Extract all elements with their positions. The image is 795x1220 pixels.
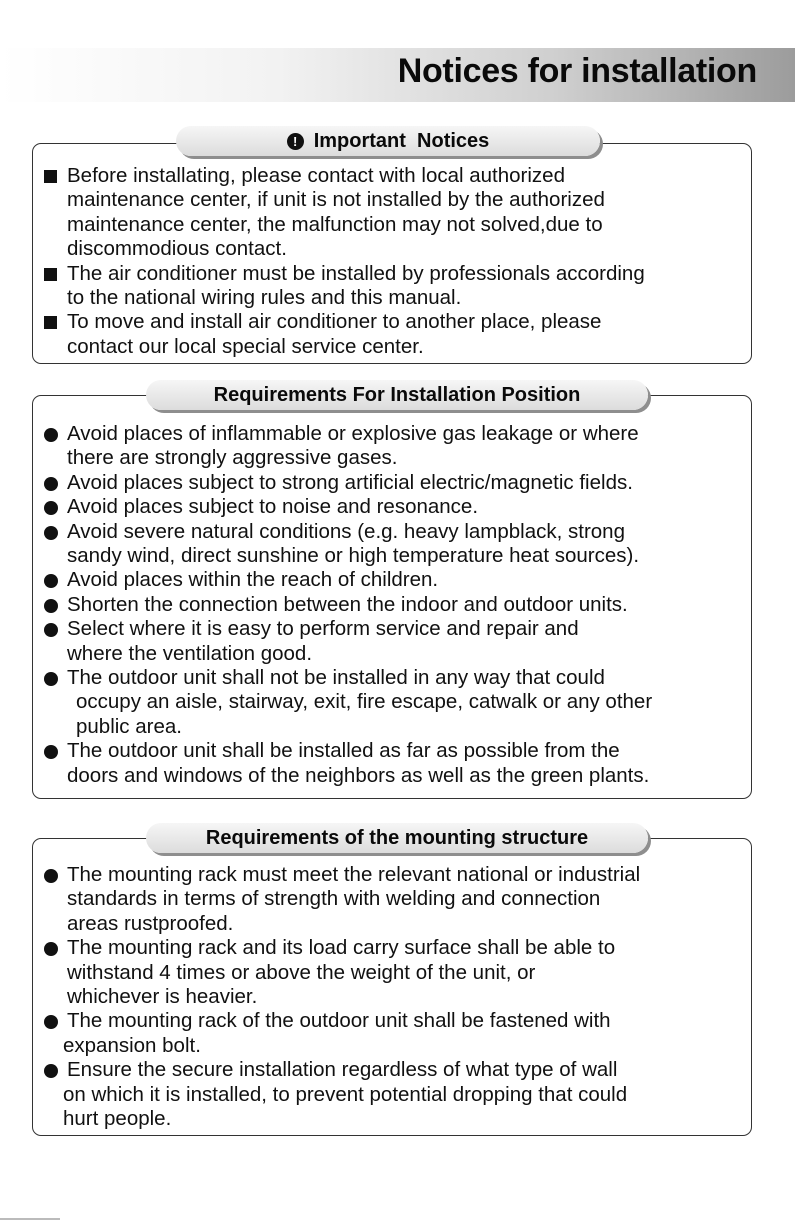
dot-bullet-icon bbox=[44, 526, 58, 540]
list-item: Avoid places subject to noise and resonance. bbox=[43, 495, 745, 519]
dot-bullet-icon bbox=[44, 869, 58, 883]
list-item: Select where it is easy to perform service and repair and where the ventilation good. bbox=[43, 617, 745, 666]
list-item: The air conditioner must be installed by professionals according to the national wiring rules and this manual. bbox=[43, 262, 745, 311]
list-item: Shorten the connection between the indoor and outdoor units. bbox=[43, 593, 745, 617]
dot-bullet-icon bbox=[44, 501, 58, 515]
dot-bullet-icon bbox=[44, 942, 58, 956]
installation-position-title: Requirements For Installation Position bbox=[146, 380, 648, 410]
mounting-structure-title: Requirements of the mounting structure bbox=[146, 823, 648, 853]
list-item: Ensure the secure installation regardless of what type of wall on which it is installed, to prevent potential dropping that could hurt people. bbox=[43, 1058, 745, 1131]
list-item: To move and install air conditioner to another place, please contact our local special service center. bbox=[43, 310, 745, 359]
dot-bullet-icon bbox=[44, 428, 58, 442]
dot-bullet-icon bbox=[44, 574, 58, 588]
important-notices-title: ! Important Notices bbox=[176, 126, 600, 156]
dot-bullet-icon bbox=[44, 1064, 58, 1078]
square-bullet-icon bbox=[44, 316, 57, 329]
list-item: Before installating, please contact with local authorized maintenance center, if unit is not installed by the authorized maintenance center, the malfunction may not solved,due to discommodious contact. bbox=[43, 164, 745, 262]
page-title: Notices for installation bbox=[397, 52, 757, 90]
square-bullet-icon bbox=[44, 170, 57, 183]
list-item: The outdoor unit shall not be installed in any way that could occupy an aisle, stairway, exit, fire escape, catwalk or any other public area. bbox=[43, 666, 745, 739]
dot-bullet-icon bbox=[44, 477, 58, 491]
list-item: The mounting rack of the outdoor unit shall be fastened with expansion bolt. bbox=[43, 1009, 745, 1058]
mounting-structure-section bbox=[32, 838, 752, 1136]
installation-position-list bbox=[43, 422, 745, 788]
list-item: Avoid places subject to strong artificial electric/magnetic fields. bbox=[43, 471, 745, 495]
dot-bullet-icon bbox=[44, 745, 58, 759]
exclamation-icon: ! bbox=[287, 133, 304, 150]
list-item: The outdoor unit shall be installed as far as possible from the doors and windows of the neighbors as well as the green plants. bbox=[43, 739, 745, 788]
list-item: Avoid places within the reach of children. bbox=[43, 568, 745, 592]
square-bullet-icon bbox=[44, 268, 57, 281]
important-notices-section bbox=[32, 143, 752, 364]
list-item: The mounting rack must meet the relevant national or industrial standards in terms of strength with welding and connection areas rustproofed. bbox=[43, 863, 745, 936]
installation-position-section bbox=[32, 395, 752, 799]
list-item: Avoid severe natural conditions (e.g. heavy lampblack, strong sandy wind, direct sunshine or high temperature heat sources). bbox=[43, 520, 745, 569]
important-notices-list bbox=[43, 164, 745, 359]
dot-bullet-icon bbox=[44, 1015, 58, 1029]
dot-bullet-icon bbox=[44, 623, 58, 637]
dot-bullet-icon bbox=[44, 672, 58, 686]
dot-bullet-icon bbox=[44, 599, 58, 613]
mounting-structure-list bbox=[43, 863, 745, 1131]
list-item: Avoid places of inflammable or explosive gas leakage or where there are strongly aggressive gases. bbox=[43, 422, 745, 471]
list-item: The mounting rack and its load carry surface shall be able to withstand 4 times or above the weight of the unit, or whichever is heavier. bbox=[43, 936, 745, 1009]
